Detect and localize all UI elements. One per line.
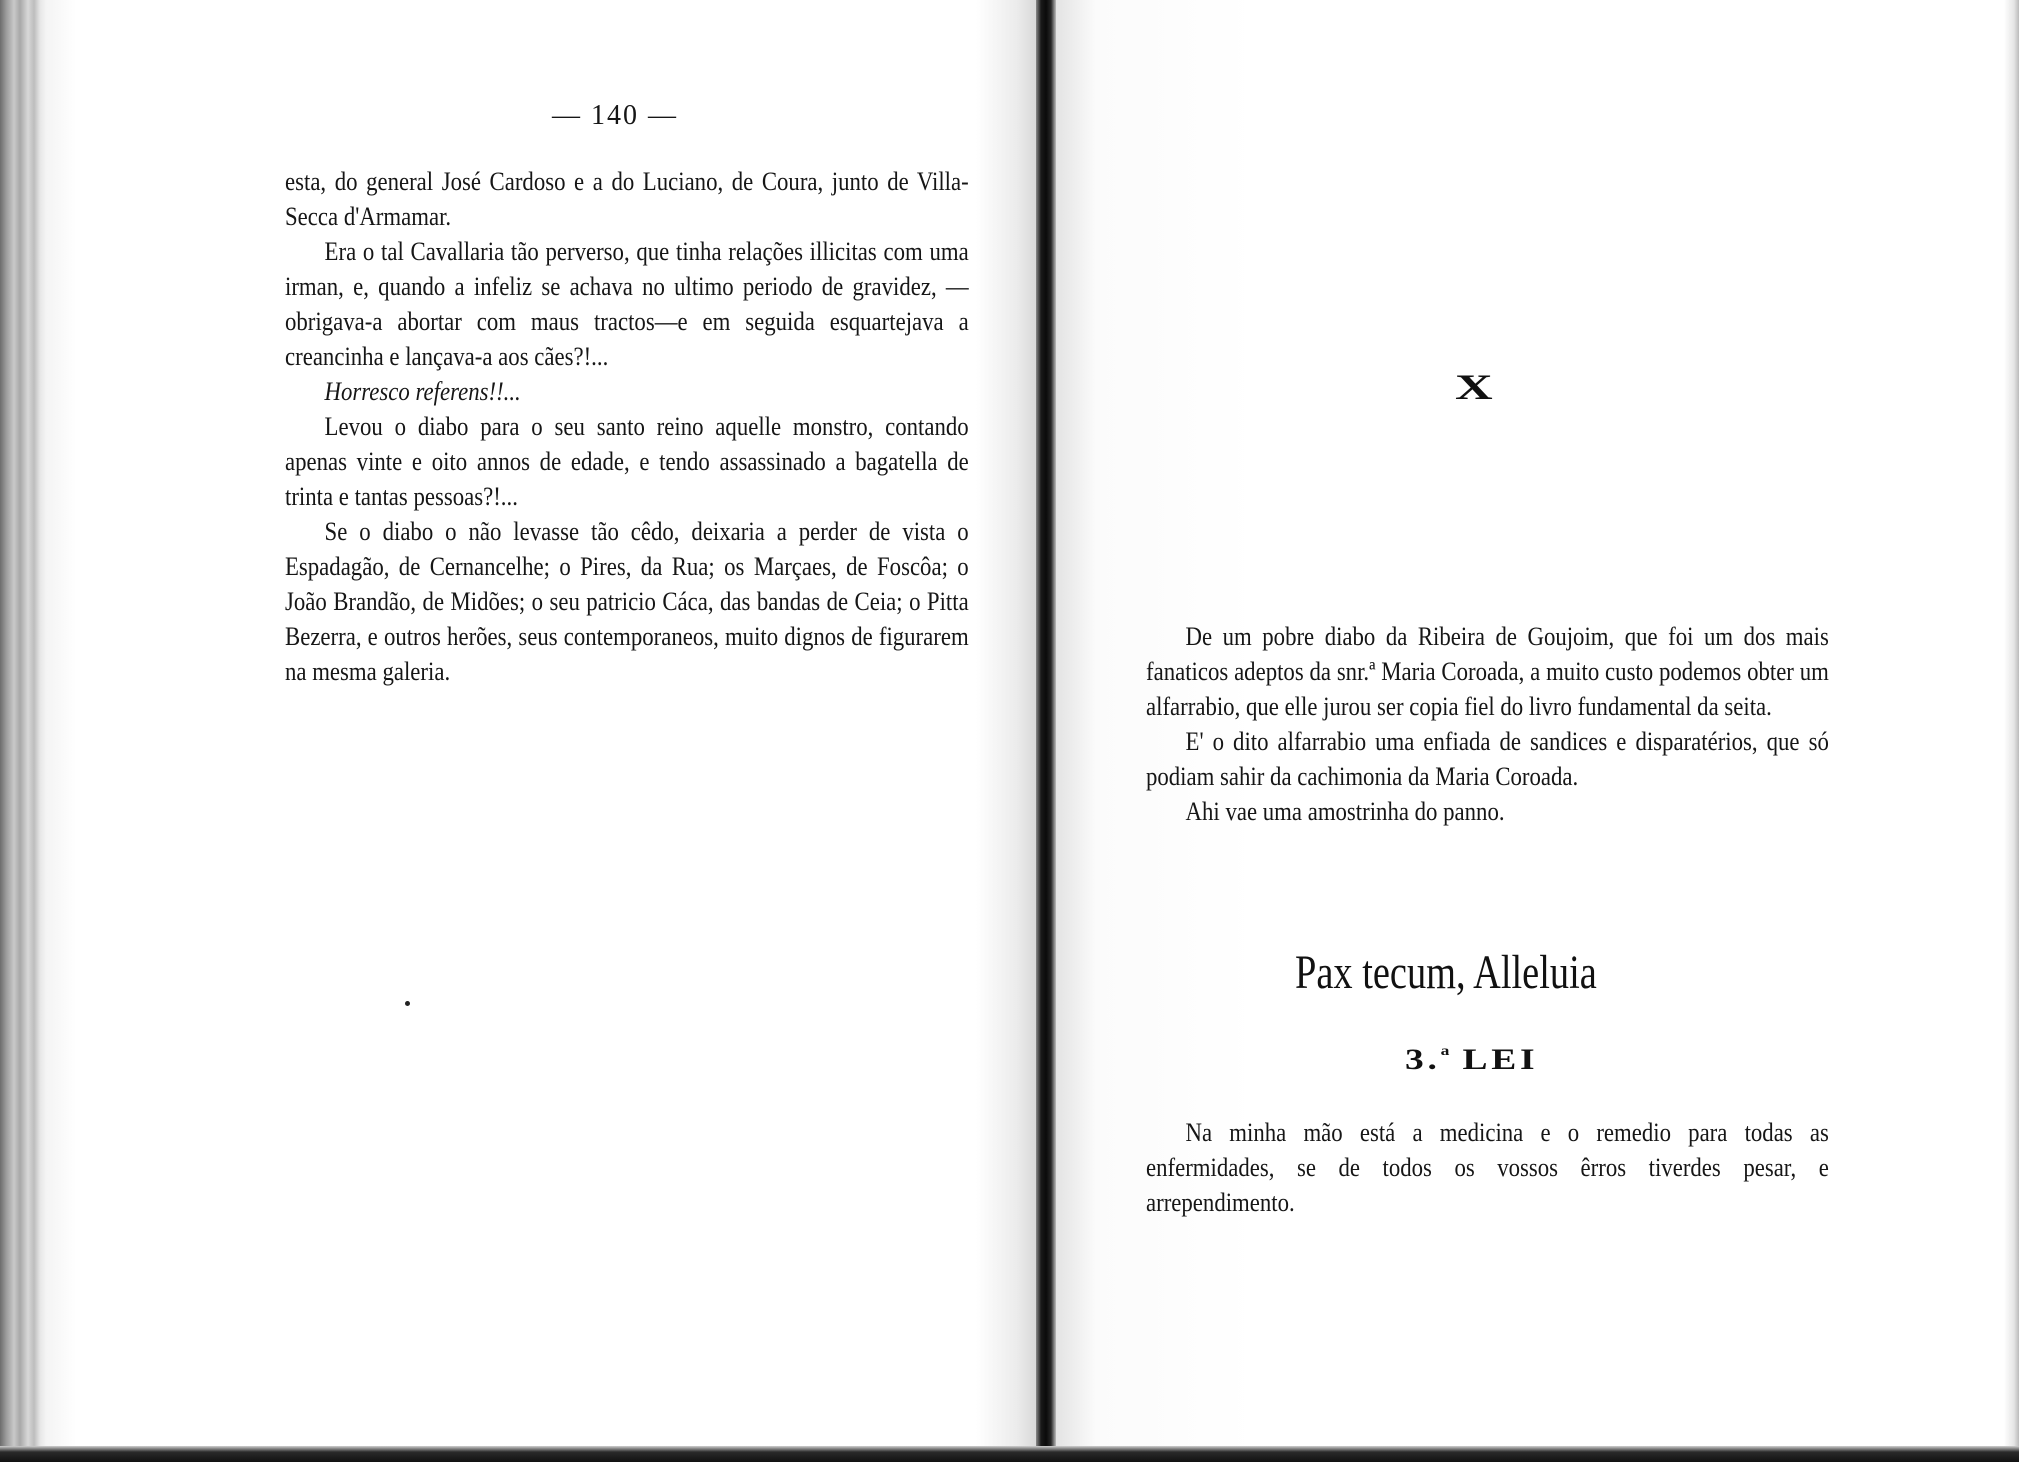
ink-speck [405, 1001, 410, 1006]
law-heading [1405, 1043, 1538, 1077]
paragraph: De um pobre diabo da Ribeira de Goujoim, que foi um dos mais fanaticos adeptos da snr.ª Maria Coroada, a muito custo podemos obter um alfarrabio, que elle jurou ser copia fiel do livro fundamental da seita. [1146, 621, 1829, 721]
left-page-text [285, 164, 969, 689]
law-label: LEI [1462, 1043, 1539, 1076]
paragraph: Na minha mão está a medicina e o remedio para todas as enfermidades, se de todos os vossos êrros tiverdes pesar, e arrependimento. [1146, 1117, 1829, 1217]
paragraph: esta, do general José Cardoso e a do Luciano, de Coura, junto de Villa-Secca d'Armamar. [285, 166, 969, 231]
page-edge-right [2004, 0, 2019, 1462]
paragraph: E' o dito alfarrabio uma enfiada de sandices e disparatérios, que só podiam sahir da cachimonia da Maria Coroada. [1146, 726, 1829, 791]
paragraph: Ahi vae uma amostrinha do panno. [1185, 796, 1505, 826]
chapter-heading: X [1455, 367, 1493, 407]
book-spine [1036, 0, 1056, 1462]
page-number: — 140 — [552, 100, 678, 131]
page-edge-bottom [0, 1446, 2019, 1462]
paragraph: Se o diabo o não levasse tão cêdo, deixaria a perder de vista o Espadagão, de Cernancelhe; o Pires, da Rua; os Marçaes, de Foscôa; o João Brandão, de Midões; o seu patricio Cáca, das bandas de Ceia; o Pitta Bezerra, e outros herões, seus contemporaneos, muito dignos de figurarem na mesma galeria. [285, 516, 969, 686]
law-ordinal: a [1440, 1044, 1450, 1059]
page-edges-left [0, 0, 46, 1462]
law-number: 3. [1405, 1043, 1441, 1076]
section-title: Pax tecum, Alleluia [1295, 946, 1597, 999]
paragraph: Levou o diabo para o seu santo reino aquelle monstro, contando apenas vinte e oito annos de edade, e tendo assassinado a bagatella de trinta e tantas pessoas?!... [285, 411, 969, 511]
latin-exclamation: Horresco referens!!... [324, 376, 521, 406]
paragraph: Era o tal Cavallaria tão perverso, que tinha relações illicitas com uma irman, e, quando a infeliz se achava no ultimo periodo de gravidez, — obrigava-a abortar com maus tractos—e em seguida esquartejava a creancinha e lançava-a aos cães?!... [285, 236, 969, 371]
law-text [1146, 1115, 1829, 1220]
right-page-text [1146, 619, 1829, 829]
